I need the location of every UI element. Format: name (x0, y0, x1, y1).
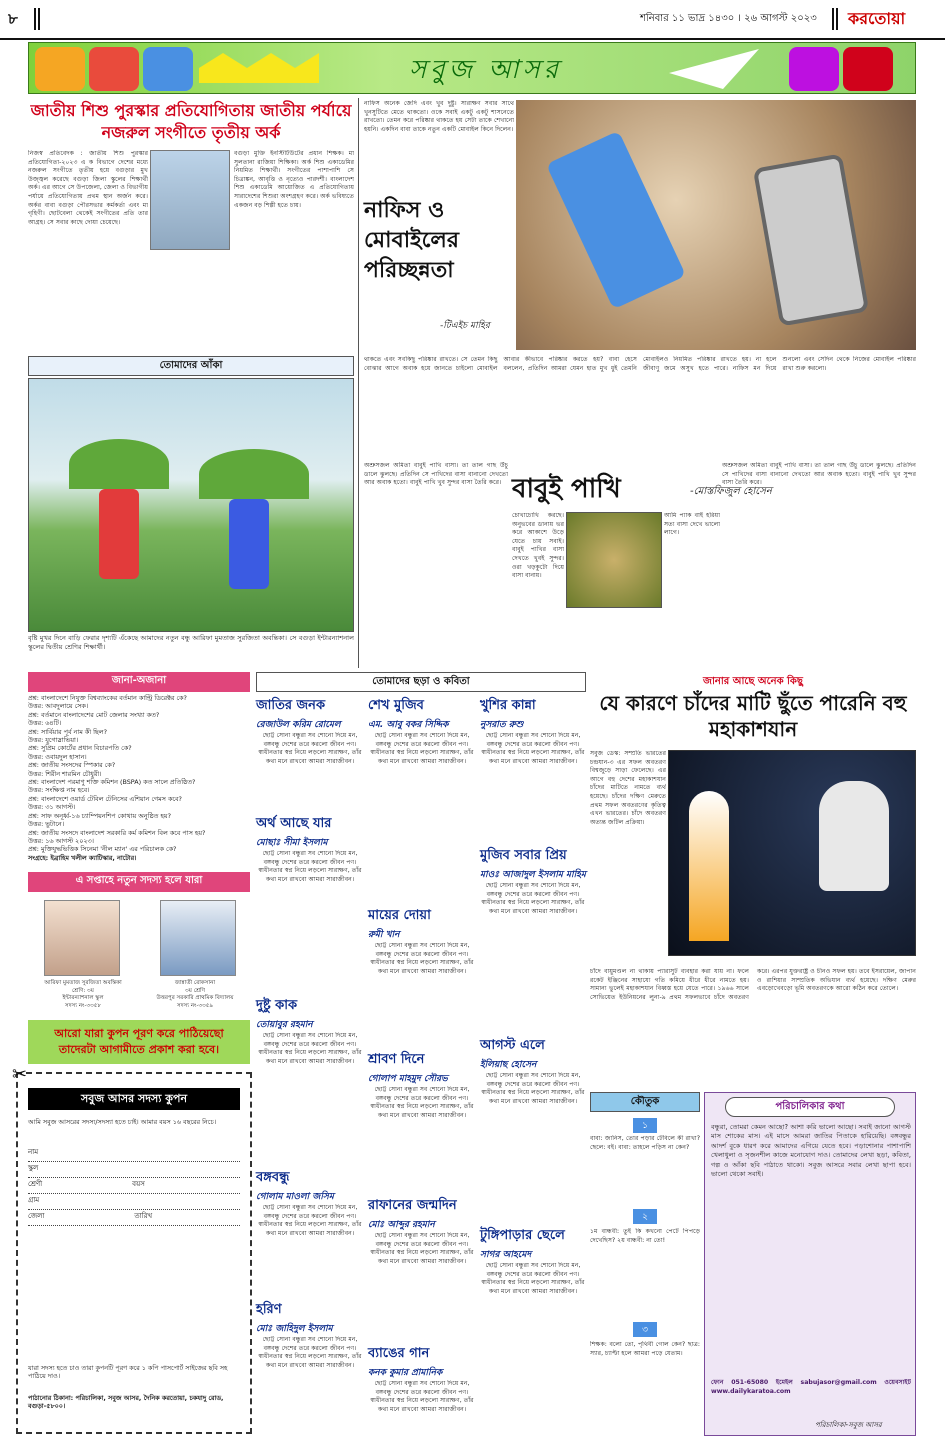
poem: হরিণ মোঃ জাহিদুল ইসলাম ছোট্ট সোনা বন্ধুরা সব শোনো দিয়ে মন, বঙ্গবন্ধু দেশের তরে করলো জীবন পণ। স্বাধীনতার স্বপ্ন নিয়ে লড়লো সারাক্ষণ, তাঁর কথা মনে রাখবো আমরা সারাজীবন। (256, 1302, 362, 1369)
member-school: উত্তরপুর সরকারি প্রাথমিক বিদ্যালয় (156, 995, 234, 1002)
coupon-intro: আমি সবুজ আসরের সদস্য/সদস্যা হতে চাই। আমার বয়স ১৬ বছরের নিচে। (28, 1118, 217, 1126)
qa-question: প্রশ্ন: জাতীয় সংসদের স্পিকার কে? (28, 761, 116, 770)
qa-question: প্রশ্ন: জাতীয় সংসদে বাংলাদেশ সরকারি কর্ম কমিশন বিল কবে পাস হয়? (28, 828, 206, 837)
leaf-umbrella-icon (69, 439, 169, 489)
moon-title: যে কারণে চাঁদের মাটি ছুঁতে পারেনি বহু মহাকাশযান (599, 691, 907, 741)
qa-question: প্রশ্ন: বাংলাদেশ পরমাণু শক্তি কমিশন (BSPA) কত সালে প্রতিষ্ঠিত? (28, 778, 196, 787)
boy-with-phone-photo (516, 100, 916, 350)
coupon-note: যারা সদস্য হতে চাও তারা কুপনটি পূরণ করে ১ কপি পাসপোর্ট সাইজের ছবি সহ পাঠিয়ে দাও। (28, 1364, 228, 1381)
kids-illustration-icon (35, 47, 85, 91)
poem: শেখ মুজিব এম. আবু বকর সিদ্দিক ছোট্ট সোনা বন্ধুরা সব শোনো দিয়ে মন, বঙ্গবন্ধু দেশের তরে করলো জীবন পণ। স্বাধীনতার স্বপ্ন নিয়ে লড়লো সারাক্ষণ, তাঁর কথা মনে রাখবো আমরা সারাজীবন। (368, 698, 474, 765)
jokes-list: ১ বাবা: জানিস, তোর পড়ার টেবিলে কী রাখা? ছেলে: বই। বাবা: তাহলে পড়িস না কেন? ২ ১ম বান্ধবী: তুই কি কখনো পেটে পিঁপড়ে দেখেছিস? ২য় বান্ধবী: না তো! ৩ শিক্ষক: বলো তো, পৃথিবী গোল কেন? ছাত্র: স্যার, চ্যাপ্টা হলে আমরা পড়ে যেতাম। (590, 1116, 700, 1436)
scissors-icon: ✂ (12, 1064, 28, 1085)
divider (832, 8, 838, 30)
dateline: শনিবার ১১ ভাদ্র ১৪৩০ । ২৬ আগস্ট ২০২৩ (640, 13, 817, 24)
mobile-intro: নাফিস অনেক জেদি এবং খুব দুষ্টু। সারাক্ষণ সবার সাথে খুনসুটিতে মেতে থাকতো। ওকে সবাই একটু একটু শাসনেতে রাখতো। তেমন করে পরিষ্কার থাকতে হয় সেটা তাকে শেখানো হয়নি। একদিন বাবা তাকে নতুন একটি মোবাইল কিনে দিলেন। (364, 100, 514, 133)
member-info (142, 980, 248, 1010)
qa-section-label: জানা-অজানা (28, 672, 250, 692)
director-note-box (704, 1092, 916, 1436)
qa-list (28, 694, 250, 854)
member-class: শ্রেণি: ৩য় (72, 987, 94, 994)
mobile-title: নাফিস ও মোবাইলের পরিচ্ছন্নতা (364, 198, 459, 283)
qa-answer: উত্তর: আবদুলায়ে সেক। (28, 702, 89, 711)
director-body: বন্ধুরা, তোমরা কেমন আছো? আশা করি ভালো আছো। সবাই জানো আগস্ট মাস শোকের মাস। এই মাসে আমরা জাতির পিতাকে হারিয়েছি। বঙ্গবন্ধুর আদর্শ বুকে ধারণ করে আমাদের এগিয়ে যেতে হবে। পড়াশোনার পাশাপাশি খেলাধুলা ও সৃজনশীল কাজে মনোযোগ দাও। তোমাদের লেখা ছড়া, কবিতা, গল্প ও আঁকা ছবি পাঠাতে থাকো। সবুজ আসরে সবার লেখা ছাপা হবে। ভালো থেকো সবাই। (711, 1123, 911, 1179)
bird-body-col3: আমি প্যাক বাই হরিয়া সত্য বাসা দেখে ভালো লাগে। (664, 512, 720, 537)
qa-answer: উত্তর: যুগোস্লাভিয়া। (28, 736, 79, 745)
qa-answer: উত্তর: শিরীন শারমিন চৌধুরী। (28, 769, 102, 778)
member-school: ইন্টারন্যাশনাল স্কুল (62, 995, 104, 1002)
members-section-label: এ সপ্তাহে নতুন সদস্য হলে যারা (28, 872, 250, 892)
page-header (0, 0, 945, 40)
poem: টুঙ্গিপাড়ার ছেলে সাগর আহমেদ ছোট্ট সোনা বন্ধুরা সব শোনো দিয়ে মন, বঙ্গবন্ধু দেশের তরে করলো জীবন পণ। স্বাধীনতার স্বপ্ন নিয়ে লড়লো সারাক্ষণ, তাঁর কথা মনে রাখবো আমরা সারাজীবন। (480, 1228, 585, 1295)
leaf-umbrella-icon (199, 449, 309, 499)
name-field[interactable]: নাম (28, 1146, 240, 1162)
qa-question: প্রশ্ন: বর্তমানে বাংলাদেশের মোট জেলার সংখ্যা কত? (28, 710, 160, 719)
director-signature: পরিচালিকা-সবুজ আসর (815, 1421, 882, 1429)
poem: মায়ের দোয়া রুমী খান ছোট্ট সোনা বন্ধুরা সব শোনো দিয়ে মন, বঙ্গবন্ধু দেশের তরে করলো জীবন পণ। স্বাধীনতার স্বপ্ন নিয়ে লড়লো সারাক্ষণ, তাঁর কথা মনে রাখবো আমরা সারাজীবন। (368, 908, 474, 975)
school-field[interactable]: স্কুল (28, 1162, 240, 1178)
mobile-author: -টিএইচ মাহির (440, 321, 490, 331)
poems-section-label: তোমাদের ছড়া ও কবিতা (256, 672, 586, 692)
newspaper-logo: করতোয়া (848, 9, 906, 28)
qa-credit: সংগ্রহে: ইব্রাহিম খলীল ক্যাটিস্কার, নাটোর। (28, 854, 137, 862)
bird-body-col4: অশ্রুসজল অমিতা বাবুই পাখি বাসা। তা তাল গাছ উঁচু ডালে ঝুলছে। প্রতিদিন সে পাখিদের বাসা বানানো দেখতো আর অবাক হতো। বাবুই পাখি খুব সুন্দর বাসা তৈরি করে। (722, 462, 916, 487)
student-photo (150, 150, 230, 250)
member-photo (160, 900, 236, 976)
paper-plane-icon (669, 49, 759, 89)
director-contact: ফোন 051-65080 ইমেইল sabujasor@gmail.com ওয়েবসাইট www.dailykaratoa.com (711, 1379, 911, 1395)
poem: ব্যাঙের গান কনক কুমার প্রামানিক ছোট্ট সোনা বন্ধুরা সব শোনো দিয়ে মন, বঙ্গবন্ধু দেশের তরে করলো জীবন পণ। স্বাধীনতার স্বপ্ন নিয়ে লড়লো সারাক্ষণ, তাঁর কথা মনে রাখবো আমরা সারাজীবন। (368, 1346, 474, 1413)
kids-illustration-icon (143, 47, 193, 91)
moon-kicker: জানার আছে অনেক কিছু (703, 676, 803, 687)
moon-body-lower: চাঁদে বায়ুমণ্ডল না থাকায় প্যারাসুট ব্যবহার করা যায় না। ফলে রকেট ইঞ্জিনের সাহায্যে গতি কমিয়ে ধীরে ধীরে নামতে হয়। সামান্য ভুলেই মহাকাশযান বিধ্বস্ত হয়ে যেতে পারে। ১৯৬৬ সালে সোভিয়েত ইউনিয়নের লুনা-৯ প্রথম সফলভাবে চাঁদে অবতরণ করে। এরপর যুক্তরাষ্ট্র ও চীনও সফল হয়। তবে ইসরায়েল, জাপান ও রাশিয়ার সাম্প্রতিক অভিযান ব্যর্থ হয়েছে। দক্ষিণ মেরুর এবড়োখেবড়ো ভূমি অবতরণকে আরো কঠিন করে তোলে। (590, 968, 916, 1001)
poem: আগস্ট এলে ইলিয়াছ হোসেন ছোট্ট সোনা বন্ধুরা সব শোনো দিয়ে মন, বঙ্গবন্ধু দেশের তরে করলো জীবন পণ। স্বাধীনতার স্বপ্ন নিয়ে লড়লো সারাক্ষণ, তাঁর কথা মনে রাখবো আমরা সারাজীবন। (480, 1038, 585, 1105)
member-number: সদস্য নং-৩৩৫৮ (64, 1002, 102, 1009)
qa-question: প্রশ্ন: সার্বিয়ার পূর্ব নাম কী ছিল? (28, 727, 107, 736)
jokes-section-label: কৌতুক (590, 1092, 700, 1112)
rocket-icon (689, 791, 729, 941)
qa-answer: উত্তর: ৩১ আগস্ট। (28, 803, 76, 812)
qa-answer: উত্তর: ওবায়দুল হাসান। (28, 752, 87, 761)
cartoon-kid-icon (789, 47, 839, 91)
district-field[interactable]: জেলা তারিখ (28, 1210, 240, 1226)
lead-body-col2: বগুড়া মুক্তি ইনস্টিটিউটের প্রধান শিক্ষক। মা সুলতানা রাজিয়া শিক্ষিকা। অর্ক শিশু একাডেমির নিয়মিত শিক্ষার্থী। সংগীতের পাশাপাশি সে চিত্রাঙ্কন, আবৃত্তি ও নৃত্যেও পারদর্শী। বাংলাদেশ শিশু একাডেমি আয়োজিত এ প্রতিযোগিতায় সারাদেশের শিশুরা অংশগ্রহণ করে। অর্ক ভবিষ্যতে একজন বড় শিল্পী হতে চায়। (234, 150, 354, 209)
column-rule (358, 98, 359, 668)
qa-answer: উত্তর: ৬৪টি। (28, 719, 62, 728)
member-number: সদস্য নং-৩৩৫৯ (176, 1002, 214, 1009)
coupon-address: পাঠানোর ঠিকানা: পরিচালিকা, সবুজ আসর, দৈনিক করতোয়া, চকযাদু রোড, বগুড়া-৫৮০০। (28, 1394, 224, 1411)
divider (34, 8, 40, 30)
coupon-box (12, 1064, 252, 1434)
members-cta: আরো যারা কুপন পূরণ করে পাঠিয়েছো তাদেরটা আগামীতে প্রকাশ করা হবে। (28, 1020, 250, 1064)
poem: বঙ্গবন্ধু গোলাম মাওলা জসিম ছোট্ট সোনা বন্ধুরা সব শোনো দিয়ে মন, বঙ্গবন্ধু দেশের তরে করলো জীবন পণ। স্বাধীনতার স্বপ্ন নিয়ে লড়লো সারাক্ষণ, তাঁর কথা মনে রাখবো আমরা সারাজীবন। (256, 1170, 362, 1237)
kids-illustration-icon (89, 47, 139, 91)
mobile-phone-icon (753, 153, 869, 326)
coupon-form (28, 1146, 240, 1226)
poem: খুশির কান্না নুসরাত রুশু ছোট্ট সোনা বন্ধুরা সব শোনো দিয়ে মন, বঙ্গবন্ধু দেশের তরে করলো জীবন পণ। স্বাধীনতার স্বপ্ন নিয়ে লড়লো সারাক্ষণ, তাঁর কথা মনে রাখবো আমরা সারাজীবন। (480, 698, 585, 765)
qa-question: প্রশ্ন: মুক্তিযুদ্ধভিত্তিক সিনেমা 'নীল ম্যান' এর পরিচালক কে? (28, 845, 177, 854)
poem: দুষ্টু কাক তোয়াবুর রহমান ছোট্ট সোনা বন্ধুরা সব শোনো দিয়ে মন, বঙ্গবন্ধু দেশের তরে করলো জীবন পণ। স্বাধীনতার স্বপ্ন নিয়ে লড়লো সারাক্ষণ, তাঁর কথা মনে রাখবো আমরা সারাজীবন। (256, 998, 362, 1065)
bird-body: অশ্রুসজল অমিতা বাবুই পাখি বাসা। তা তাল গাছ উঁচু ডালে ঝুলছে। প্রতিদিন সে পাখিদের বাসা বানানো দেখতো আর অবাক হতো। বাবুই পাখি খুব সুন্দর বাসা তৈরি করে। (364, 462, 508, 487)
drawing-section-label: তোমাদের আঁকা (28, 356, 354, 376)
member-name: জান্নাতী রোকসানা (174, 980, 216, 986)
mobile-body: থাকতে এবং সবকিছু পরিষ্কার রাখতে। সে তেমন কিছু বোঝার আগে অবাক হয়ে জানতে চাইলো মোবাইল আবার কীভাবে পরিষ্কার করতে হয়? বাবা হেসে বললেন, প্রতিদিন আমরা যেমন হাত মুখ ধুই তেমনি মোবাইলও নিয়মিত পরিষ্কার রাখতে হয়। না হলে জীবাণু জমে অসুখ হতে পারে। নাফিস মন দিয়ে শুনলো এবং সেদিন থেকে নিজের মোবাইল পরিষ্কার রাখা শুরু করলো। (364, 356, 916, 372)
section-banner (28, 42, 916, 94)
pencils-icon (199, 53, 319, 83)
qa-answer: উত্তর: সংক্ষিপ্ত নাম হবে। (28, 786, 90, 795)
member-name: আরিফা মুমতাজ সুরজিতা অবন্তিকা (44, 980, 122, 986)
bird-body-col2: চোখাচোখি করছে। অনুভবের ডানায় ভর করে আকাশে উড়ে যেতে চায় সবাই। বাবুই পাখির বাসা দেখতে খুবই সুন্দর। ওরা খড়কুটো দিয়ে বাসা বানায়। (512, 512, 564, 580)
bird-author: -মোস্তফিজুল হোসেন (690, 486, 772, 497)
poems-grid (256, 696, 586, 1436)
lead-body: নিজস্ব প্রতিবেদক : জাতীয় শিশু পুরস্কার প্রতিযোগিতা-২০২৩ এ ক বিভাগে দেশের মধ্যে নজরুল সংগীতে তৃতীয় হয়ে বগুড়ার মুখ উজ্জ্বল করেছে বগুড়া জিলা স্কুলের শিক্ষার্থী অর্ক। এর আগে সে উপজেলা, জেলা ও বিভাগীয় পর্যায়ে প্রতিযোগিতায় প্রথম স্থান অর্জন করে। অর্কর বাবা বগুড়া পৌরসভার কর্মকর্তা এবং মা গৃহিণী। ছোটবেলা থেকেই সংগীতের প্রতি তার আগ্রহ। সে সবার কাছে দোয়া চেয়েছে। (28, 150, 148, 226)
banner-title: সবুজ আসর (409, 55, 562, 85)
member-info (30, 980, 136, 1010)
qa-question: প্রশ্ন: বাংলাদেশে ওয়ার্ড টেবিল টেনিসের এশিয়ান গেমস কবে? (28, 794, 182, 803)
moon-mission-photo (668, 750, 916, 956)
member-class: ৩য় শ্রেণি (184, 987, 206, 994)
qa-question: প্রশ্ন: সুপ্রিম কোর্টের প্রধান বিচারপতি কে? (28, 744, 132, 753)
child-figure-icon (99, 489, 139, 579)
child-figure-icon (229, 499, 269, 589)
director-section-label: পরিচালিকার কথা (725, 1097, 895, 1117)
drawing-caption: বৃষ্টি মুখর দিনে বাড়ি ফেরার দৃশ্যটি এঁকেছে আমাদের নতুন বন্ধু আরিফা মুমতাজ সুরজিতা অবন্তিকা। সে বগুড়া ইন্টারন্যাশনাল স্কুলের দ্বিতীয় শ্রেণির শিক্ষার্থী। (28, 634, 354, 651)
cartoon-kid-icon (843, 47, 893, 91)
astronaut-icon (819, 781, 889, 891)
poem: রাফানের জন্মদিন মোঃ আব্দুর রহমান ছোট্ট সোনা বন্ধুরা সব শোনো দিয়ে মন, বঙ্গবন্ধু দেশের তরে করলো জীবন পণ। স্বাধীনতার স্বপ্ন নিয়ে লড়লো সারাক্ষণ, তাঁর কথা মনে রাখবো আমরা সারাজীবন। (368, 1198, 474, 1265)
poem: অর্থ আছে যার মোছাঃ সীমা ইসলাম ছোট্ট সোনা বন্ধুরা সব শোনো দিয়ে মন, বঙ্গবন্ধু দেশের তরে করলো জীবন পণ। স্বাধীনতার স্বপ্ন নিয়ে লড়লো সারাক্ষণ, তাঁর কথা মনে রাখবো আমরা সারাজীবন। (256, 816, 362, 883)
qa-question: প্রশ্ন: বাংলাদেশে নিযুক্ত বিশ্বব্যাংকের বর্তমান কান্ট্রি ডিরেক্টর কে? (28, 694, 187, 702)
bird-title: বাবুই পাখি (512, 474, 621, 504)
village-field[interactable]: গ্রাম (28, 1194, 240, 1210)
member-photo (44, 900, 120, 976)
class-field[interactable]: শ্রেণী বয়স (28, 1178, 240, 1194)
poem: মুজিব সবার প্রিয় মাওঃ আজাদুল ইসলাম মাহিম ছোট্ট সোনা বন্ধুরা সব শোনো দিয়ে মন, বঙ্গবন্ধু দেশের তরে করলো জীবন পণ। স্বাধীনতার স্বপ্ন নিয়ে লড়লো সারাক্ষণ, তাঁর কথা মনে রাখবো আমরা সারাজীবন। (480, 848, 586, 915)
coupon-title: সবুজ আসর সদস্য কুপন (28, 1088, 240, 1110)
hammer-icon (546, 131, 686, 310)
page-number: ৮ (8, 10, 18, 28)
weaver-bird-nest-photo (566, 512, 662, 608)
qa-question: প্রশ্ন: সাফ অনূর্ধ্ব-১৬ চ্যাম্পিয়নশিপ কোথায় অনুষ্ঠিত হয়? (28, 811, 171, 820)
child-drawing-image (28, 378, 354, 632)
moon-body: সবুজ ডেস্ক: সম্প্রতি ভারতের চন্দ্রযান-৩ এর সফল অবতরণ বিশ্বজুড়ে সাড়া ফেলেছে। এর আগে বহু দেশের মহাকাশযান চাঁদের মাটিতে নামতে ব্যর্থ হয়েছে। চাঁদের দক্ষিণ মেরুতে প্রথম সফল অবতরণের কৃতিত্ব এখন ভারতের। চাঁদে অবতরণ অত্যন্ত জটিল প্রক্রিয়া। (590, 750, 666, 826)
qa-answer: উত্তর: ভুটানে। (28, 820, 65, 829)
poem: শ্রাবণ দিনে গোলাপ মাহমুদ সৌরভ ছোট্ট সোনা বন্ধুরা সব শোনো দিয়ে মন, বঙ্গবন্ধু দেশের তরে করলো জীবন পণ। স্বাধীনতার স্বপ্ন নিয়ে লড়লো সারাক্ষণ, তাঁর কথা মনে রাখবো আমরা সারাজীবন। (368, 1052, 474, 1119)
lead-headline: জাতীয় শিশু পুরস্কার প্রতিযোগিতায় জাতীয় পর্যায়ে নজরুল সংগীতে তৃতীয় অর্ক (30, 101, 352, 142)
qa-answer: উত্তর: ১৬ আগস্ট ২০২৩। (28, 836, 94, 845)
poem: জাতির জনক রেজাউল করিম রোমেল ছোট্ট সোনা বন্ধুরা সব শোনো দিয়ে মন, বঙ্গবন্ধু দেশের তরে করলো জীবন পণ। স্বাধীনতার স্বপ্ন নিয়ে লড়লো সারাক্ষণ, তাঁর কথা মনে রাখবো আমরা সারাজীবন। (256, 698, 362, 765)
